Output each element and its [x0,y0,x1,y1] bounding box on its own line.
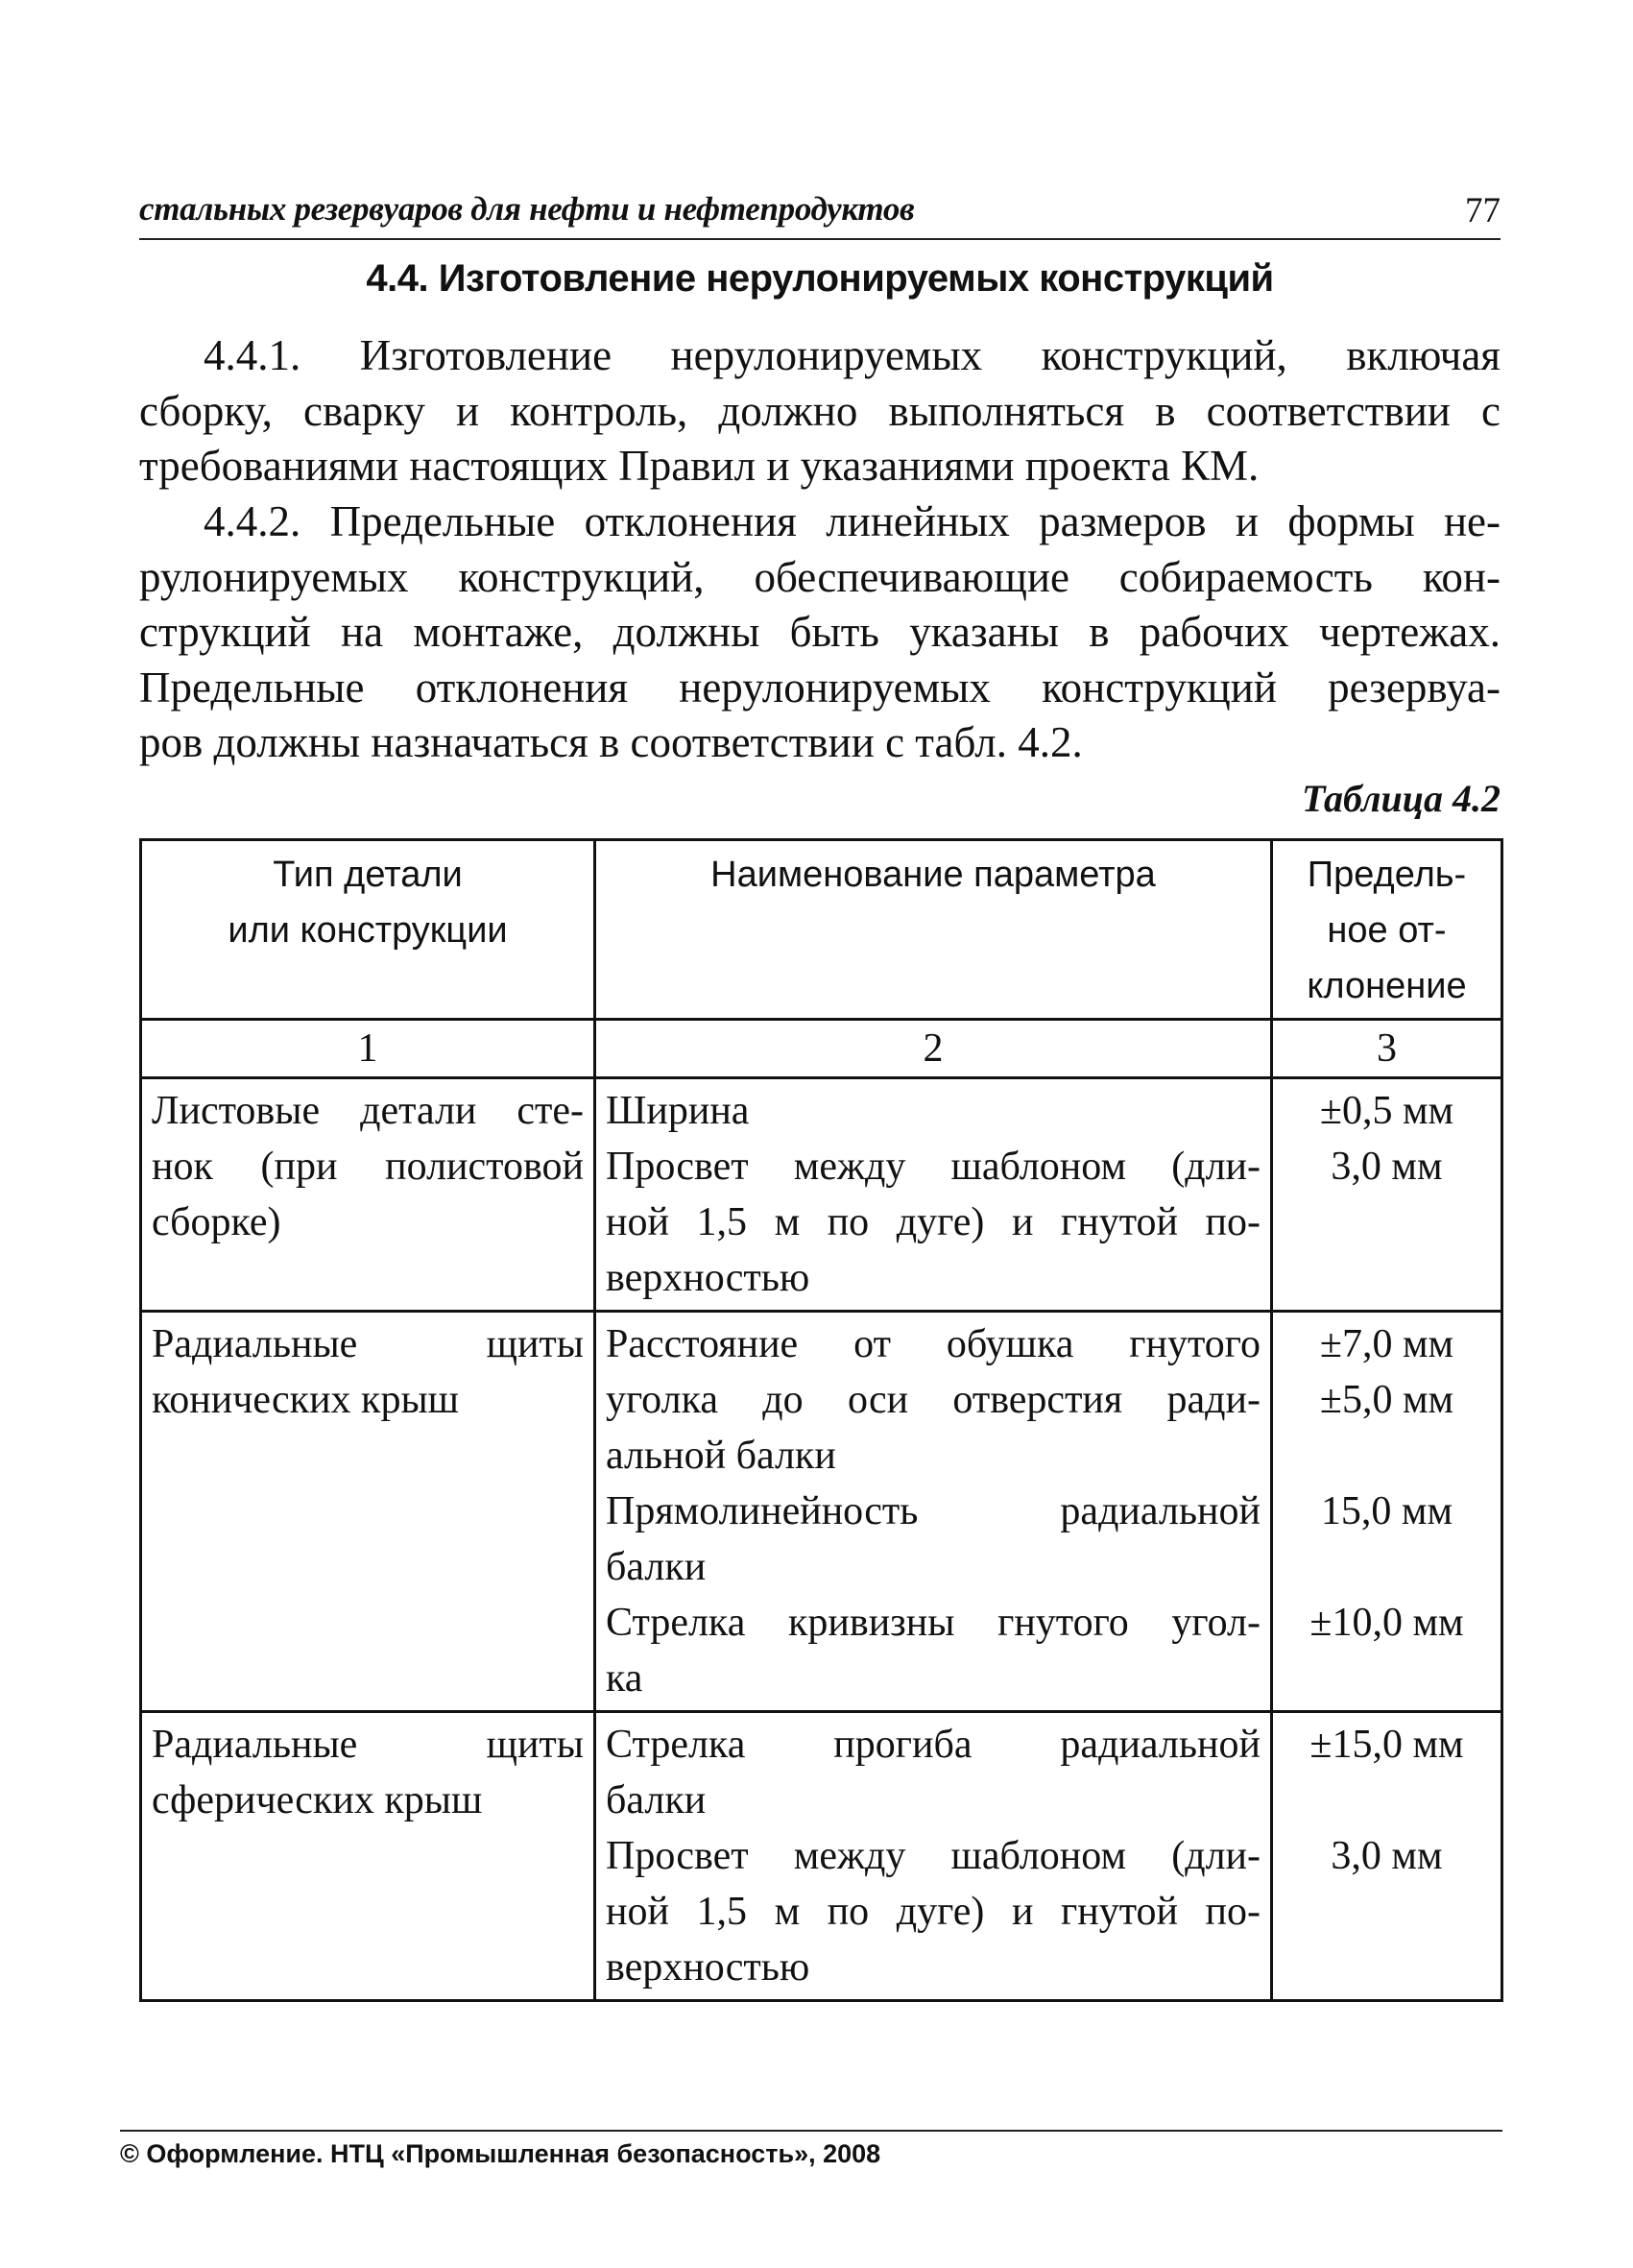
spacer [1283,1539,1491,1595]
cell-line: Прямолинейность радиальной [606,1489,1261,1533]
cell-line: нок (при полистовой [152,1145,584,1189]
paragraph-line: Предельные отклонения нерулонируемых конструкций резервуа- [139,663,1501,712]
tolerance-value: 15,0 мм [1320,1489,1453,1533]
tolerance-value: ±5,0 мм [1319,1378,1454,1422]
tolerance-cell [1272,1312,1502,1712]
tolerance-value: 3,0 мм [1331,1834,1443,1878]
running-header [139,188,1501,240]
cell-line: альной балки [606,1434,836,1478]
tolerance-value: ±15,0 мм [1309,1723,1464,1767]
cell-line: конических крыш [152,1378,460,1422]
tolerance-table [139,838,1503,2002]
cell-line: ной 1,5 м по дуге) и гнутой по- [606,1890,1261,1934]
spacer [1283,1428,1491,1484]
paragraph-4-4-1 [139,328,1501,495]
paragraph-line: сборку, сварку и контроль, должно выполняться в соответствии с [139,386,1501,435]
tolerance-value: ±10,0 мм [1309,1601,1464,1645]
table-row [141,1712,1502,2001]
header-line: клонение [1307,966,1467,1006]
cell-line: ной 1,5 м по дуге) и гнутой по- [606,1200,1261,1244]
part-type-cell [141,1312,595,1712]
table-header-row [141,840,1502,1020]
column-number: 1 [141,1020,595,1078]
cell-line: ка [606,1656,643,1701]
cell-line: Радиальные щиты [152,1723,584,1767]
header-cell-tolerance [1272,840,1502,1020]
header-cell-type [141,840,595,1020]
cell-line: сборке) [152,1200,281,1244]
table-caption: Таблица 4.2 [1302,777,1501,820]
header-line: Тип детали [273,855,463,895]
tolerance-value: ±7,0 мм [1319,1322,1454,1366]
cell-line: Просвет между шаблоном (дли- [606,1834,1261,1878]
part-type-cell [141,1712,595,2001]
cell-line: верхностью [606,1945,810,1990]
paragraph-line: 4.4.2. Предельные отклонения линейных размеров и формы не- [204,497,1501,545]
cell-line: балки [606,1545,707,1589]
cell-line: балки [606,1778,707,1822]
page-number: 77 [1465,191,1501,230]
paragraph-line: требованиями настоящих Правил и указаниями проекта КМ. [139,442,1260,490]
footer-divider [120,2130,1502,2132]
tolerance-value: 3,0 мм [1331,1145,1443,1189]
parameter-cell [595,1078,1272,1312]
section-title: 4.4. Изготовление нерулонируемых конструкций [366,257,1274,300]
cell-line: Листовые детали сте- [152,1089,584,1133]
tolerance-cell [1272,1712,1502,2001]
cell-line: сферических крыш [152,1778,483,1822]
parameter-cell [595,1312,1272,1712]
header-cell-parameter [595,840,1272,1020]
cell-line: Радиальные щиты [152,1322,584,1366]
header-line: Предель- [1307,855,1467,895]
header-line: ное от- [1327,910,1447,951]
cell-line: верхностью [606,1256,810,1300]
tolerance-value: ±0,5 мм [1319,1089,1454,1133]
column-number-row [141,1020,1502,1078]
part-type-cell [141,1078,595,1312]
spacer [1283,1773,1491,1828]
header-line: Наименование параметра [710,855,1156,895]
header-line: или конструкции [228,910,508,951]
cell-line: Ширина [606,1089,750,1133]
cell-line: Стрелка прогиба радиальной [606,1723,1261,1767]
column-number: 3 [1272,1020,1502,1078]
cell-line: Стрелка кривизны гнутого угол- [606,1601,1261,1645]
paragraph-4-4-2 [139,495,1501,771]
parameter-cell [595,1712,1272,2001]
table-row [141,1312,1502,1712]
paragraph-line: рулонируемых конструкций, обеспечивающие собираемость кон- [139,552,1501,601]
cell-line: уголка до оси отверстия ради- [606,1378,1261,1422]
paragraph-line: струкций на монтаже, должны быть указаны в рабочих чертежах. [139,608,1501,656]
paragraph-line: ров должны назначаться в соответствии с табл. 4.2. [139,718,1083,766]
column-number: 2 [595,1020,1272,1078]
running-title: стальных резервуаров для нефти и нефтепродуктов [139,190,915,228]
paragraph-line: 4.4.1. Изготовление нерулонируемых конструкций, включая [204,331,1501,379]
tolerance-cell [1272,1078,1502,1312]
table-row [141,1078,1502,1312]
cell-line: Расстояние от обушка гнутого [606,1322,1261,1366]
copyright-footer: © Оформление. НТЦ «Промышленная безопасность», 2008 [120,2139,881,2168]
cell-line: Просвет между шаблоном (дли- [606,1145,1261,1189]
